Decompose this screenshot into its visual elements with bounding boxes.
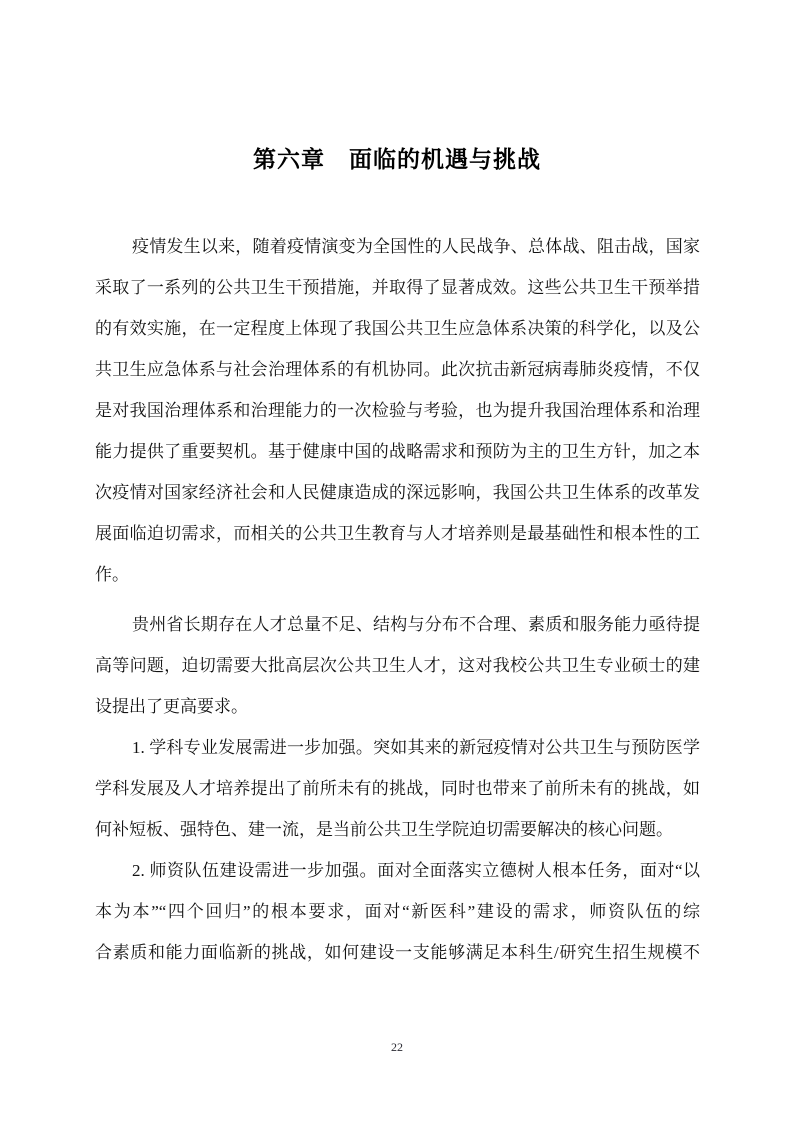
page-number: 22: [391, 1040, 403, 1054]
paragraph: [95, 226, 700, 595]
text-line: 贵州省长期存在人才总量不足、结构与分布不合理、素质和服务能力亟待提: [132, 615, 700, 634]
paragraph: [95, 850, 700, 973]
text-line: 能力提供了重要契机。基于健康中国的战略需求和预防为主的卫生方针，加之本: [95, 442, 700, 461]
text-line: 高等问题，迫切需要大批高层次公共卫生人才，这对我校公共卫生专业硕士的建: [95, 656, 700, 675]
text-line: 2. 师资队伍建设需进一步加强。面对全面落实立德树人根本任务，面对“以: [132, 861, 700, 880]
text-line: 本为本”“四个回归”的根本要求，面对“新医科”建设的需求，师资队伍的综: [95, 902, 700, 921]
text-line: 采取了一系列的公共卫生干预措施，并取得了显著成效。这些公共卫生干预举措: [95, 278, 700, 297]
text-line: 合素质和能力面临新的挑战，如何建设一支能够满足本科生/研究生招生规模不: [95, 943, 700, 962]
text-line: 展面临迫切需求，而相关的公共卫生教育与人才培养则是最基础性和根本性的工: [95, 524, 700, 543]
text-line: 共卫生应急体系与社会治理体系的有机协同。此次抗击新冠病毒肺炎疫情，不仅: [95, 360, 700, 379]
text-line: 学科发展及人才培养提出了前所未有的挑战，同时也带来了前所未有的挑战，如: [95, 779, 700, 798]
paragraph: [95, 604, 700, 727]
document-body: [95, 226, 700, 973]
text-line: 设提出了更高要求。: [95, 697, 248, 716]
text-line: 次疫情对国家经济社会和人民健康造成的深远影响，我国公共卫生体系的改革发: [95, 483, 700, 502]
chapter-title: 第六章 面临的机遇与挑战: [253, 147, 541, 172]
text-line: 的有效实施，在一定程度上体现了我国公共卫生应急体系决策的科学化，以及公: [95, 319, 700, 338]
text-line: 何补短板、强特色、建一流，是当前公共卫生学院迫切需要解决的核心问题。: [95, 820, 673, 839]
text-line: 作。: [95, 565, 129, 584]
paragraph: [95, 727, 700, 850]
text-line: 疫情发生以来，随着疫情演变为全国性的人民战争、总体战、阻击战，国家: [132, 237, 700, 256]
text-line: 1. 学科专业发展需进一步加强。突如其来的新冠疫情对公共卫生与预防医学: [132, 738, 700, 757]
text-line: 是对我国治理体系和治理能力的一次检验与考验，也为提升我国治理体系和治理: [95, 401, 700, 420]
page-footer: [0, 1039, 794, 1055]
